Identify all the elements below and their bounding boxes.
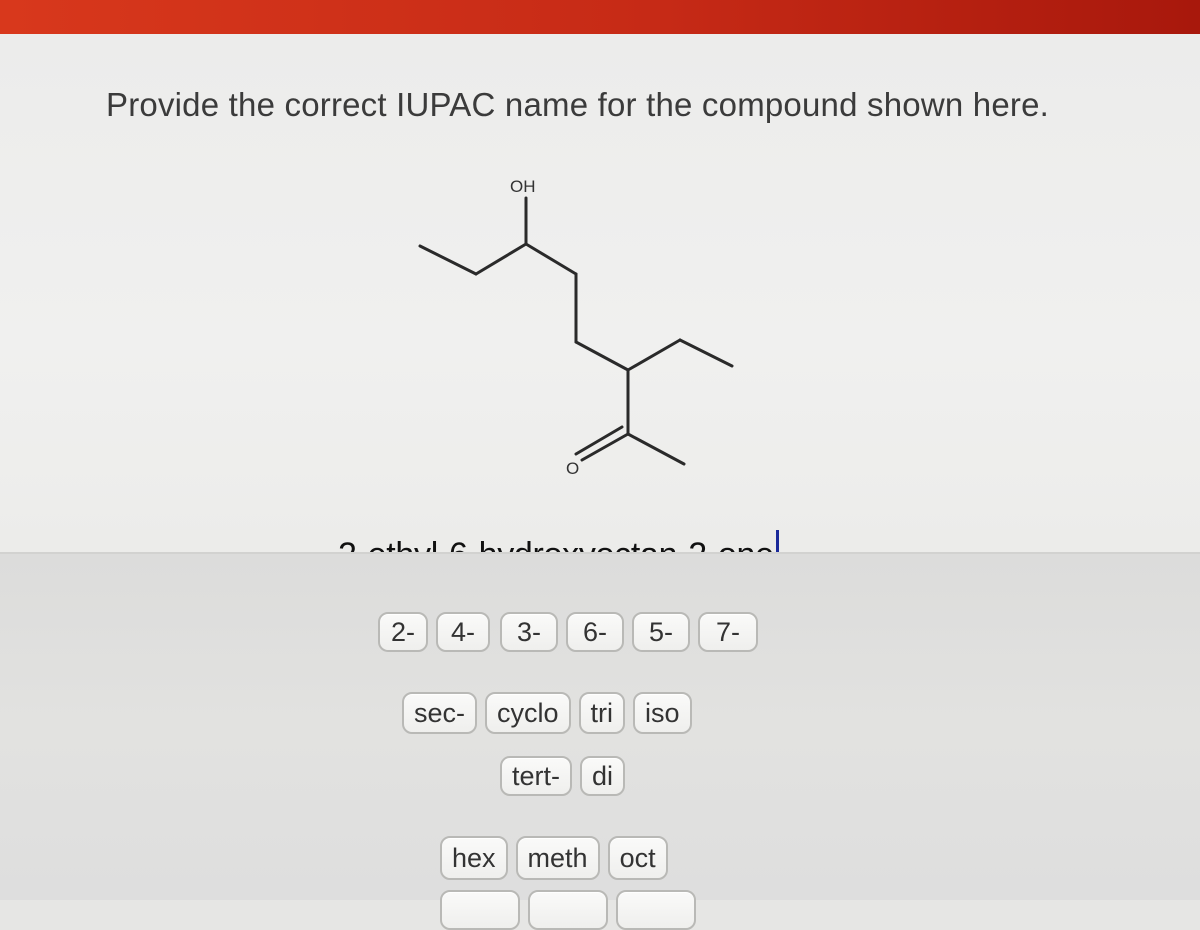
skeletal-formula	[400, 164, 760, 494]
bond	[628, 340, 680, 370]
offscreen-button[interactable]	[440, 890, 520, 930]
prefix-buttons	[402, 692, 692, 734]
bond	[680, 340, 732, 366]
bond	[576, 342, 628, 370]
locant-button[interactable]: 5-	[632, 612, 690, 652]
prefix-button[interactable]: sec-	[402, 692, 477, 734]
top-bar	[0, 0, 1200, 34]
oh-label: OH	[510, 177, 536, 196]
bond	[420, 246, 476, 274]
prefix-buttons-2	[500, 756, 625, 796]
parent-chain-button[interactable]: meth	[516, 836, 600, 880]
offscreen-button[interactable]	[616, 890, 696, 930]
oxygen-label: O	[566, 459, 580, 478]
locant-button[interactable]: 2-	[378, 612, 428, 652]
molecule-structure	[400, 164, 760, 494]
offscreen-button[interactable]	[528, 890, 608, 930]
bond	[476, 244, 526, 274]
locant-buttons	[378, 612, 758, 652]
locant-button[interactable]: 7-	[698, 612, 758, 652]
prefix-button[interactable]: di	[580, 756, 625, 796]
question-panel	[0, 34, 1200, 552]
prefix-button[interactable]: iso	[633, 692, 692, 734]
parent-chain-button[interactable]: oct	[608, 836, 668, 880]
parent-chain-button[interactable]: hex	[440, 836, 508, 880]
prefix-button[interactable]: cyclo	[485, 692, 571, 734]
locant-button[interactable]: 4-	[436, 612, 490, 652]
prefix-button[interactable]: tri	[579, 692, 626, 734]
locant-button[interactable]: 3-	[500, 612, 558, 652]
prefix-button[interactable]: tert-	[500, 756, 572, 796]
bond	[628, 434, 684, 464]
locant-button[interactable]: 6-	[566, 612, 624, 652]
question-prompt: Provide the correct IUPAC name for the compound shown here.	[106, 86, 1049, 123]
partially-visible-buttons	[440, 890, 696, 930]
parent-chain-buttons	[440, 836, 668, 880]
bond	[526, 244, 576, 274]
